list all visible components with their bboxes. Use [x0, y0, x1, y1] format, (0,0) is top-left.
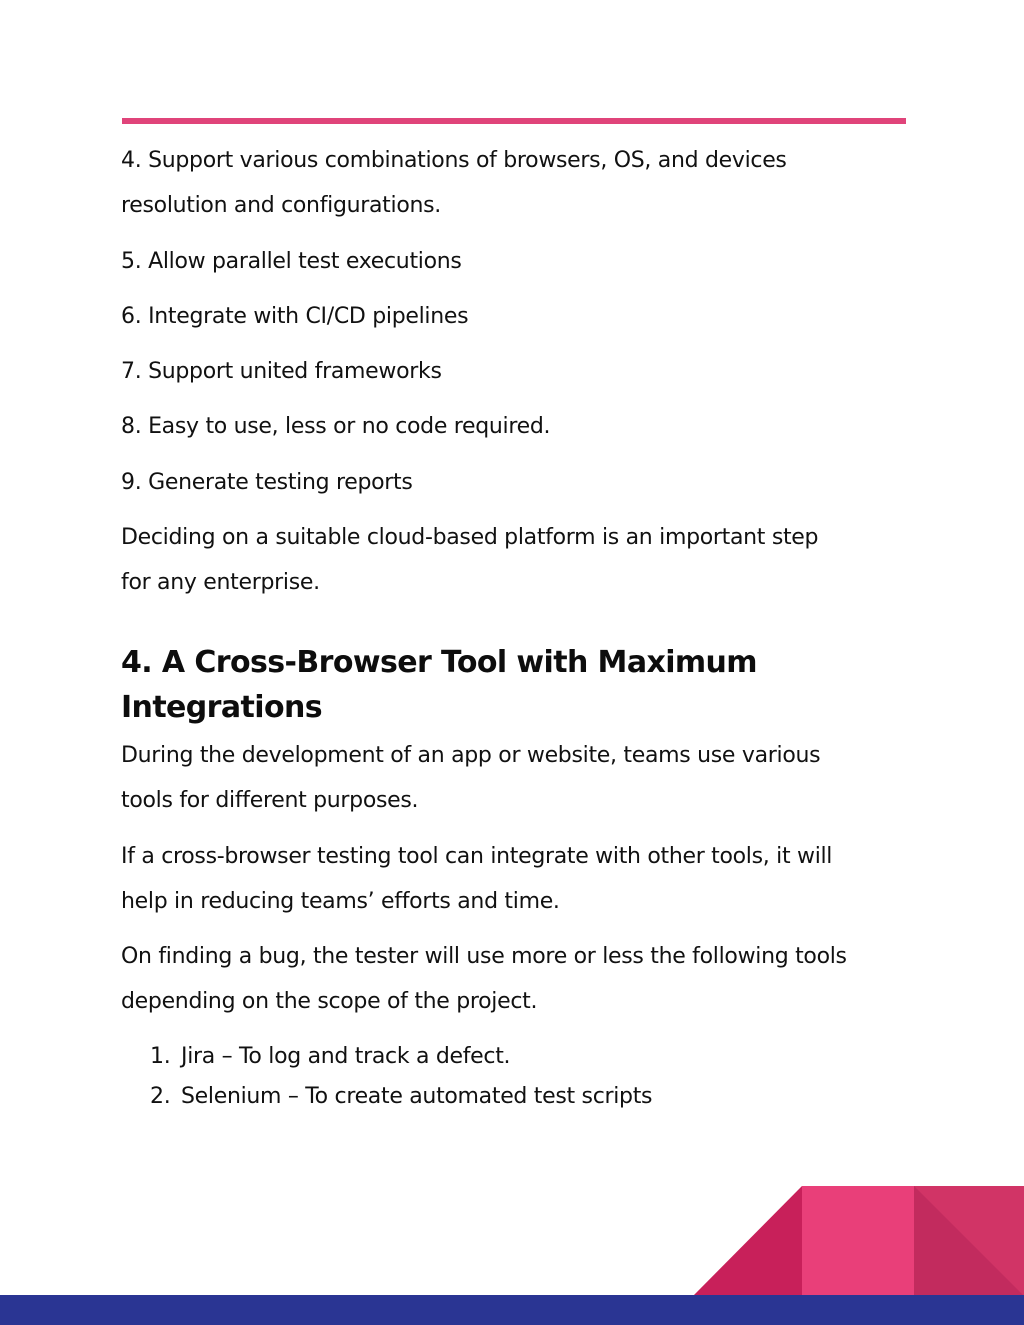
section-heading — [121, 640, 921, 730]
section-heading-line-2: Integrations — [121, 690, 322, 725]
bug-paragraph-line-1: On finding a bug, the tester will use more or less the following tools — [121, 944, 847, 969]
feature-item-5: 5. Allow parallel test executions — [121, 249, 462, 274]
list-item — [121, 1077, 821, 1117]
feature-item-4-line-1: 4. Support various combinations of browsers, OS, and devices — [121, 148, 787, 173]
deciding-paragraph-line-1: Deciding on a suitable cloud-based platform is an important step — [121, 525, 819, 550]
footer-navy-band — [0, 1295, 1024, 1325]
list-item-number: 2. — [150, 1084, 171, 1109]
list-item-number: 1. — [150, 1044, 171, 1069]
footer-decoration — [0, 1180, 1024, 1325]
list-item-text: Selenium – To create automated test scripts — [181, 1084, 653, 1109]
footer-pink-block — [802, 1186, 914, 1296]
feature-item-4-line-2: resolution and configurations. — [121, 193, 441, 218]
feature-item-8: 8. Easy to use, less or no code required. — [121, 414, 551, 439]
list-item-text: Jira – To log and track a defect. — [181, 1044, 511, 1069]
feature-item-9: 9. Generate testing reports — [121, 470, 413, 495]
top-accent-rule — [122, 118, 906, 124]
integration-paragraph-line-2: help in reducing teams’ efforts and time. — [121, 889, 560, 914]
intro-paragraph-line-2: tools for different purposes. — [121, 788, 419, 813]
bug-paragraph-line-2: depending on the scope of the project. — [121, 989, 538, 1014]
feature-item-7: 7. Support united frameworks — [121, 359, 442, 384]
tools-list — [121, 1037, 821, 1117]
integration-paragraph-line-1: If a cross-browser testing tool can integrate with other tools, it will — [121, 844, 833, 869]
intro-paragraph-line-1: During the development of an app or website, teams use various — [121, 743, 821, 768]
footer-pink-triangle — [693, 1186, 802, 1296]
list-item — [121, 1037, 821, 1077]
deciding-paragraph-line-2: for any enterprise. — [121, 570, 320, 595]
section-heading-line-1: 4. A Cross-Browser Tool with Maximum — [121, 645, 757, 680]
feature-item-6: 6. Integrate with CI/CD pipelines — [121, 304, 469, 329]
